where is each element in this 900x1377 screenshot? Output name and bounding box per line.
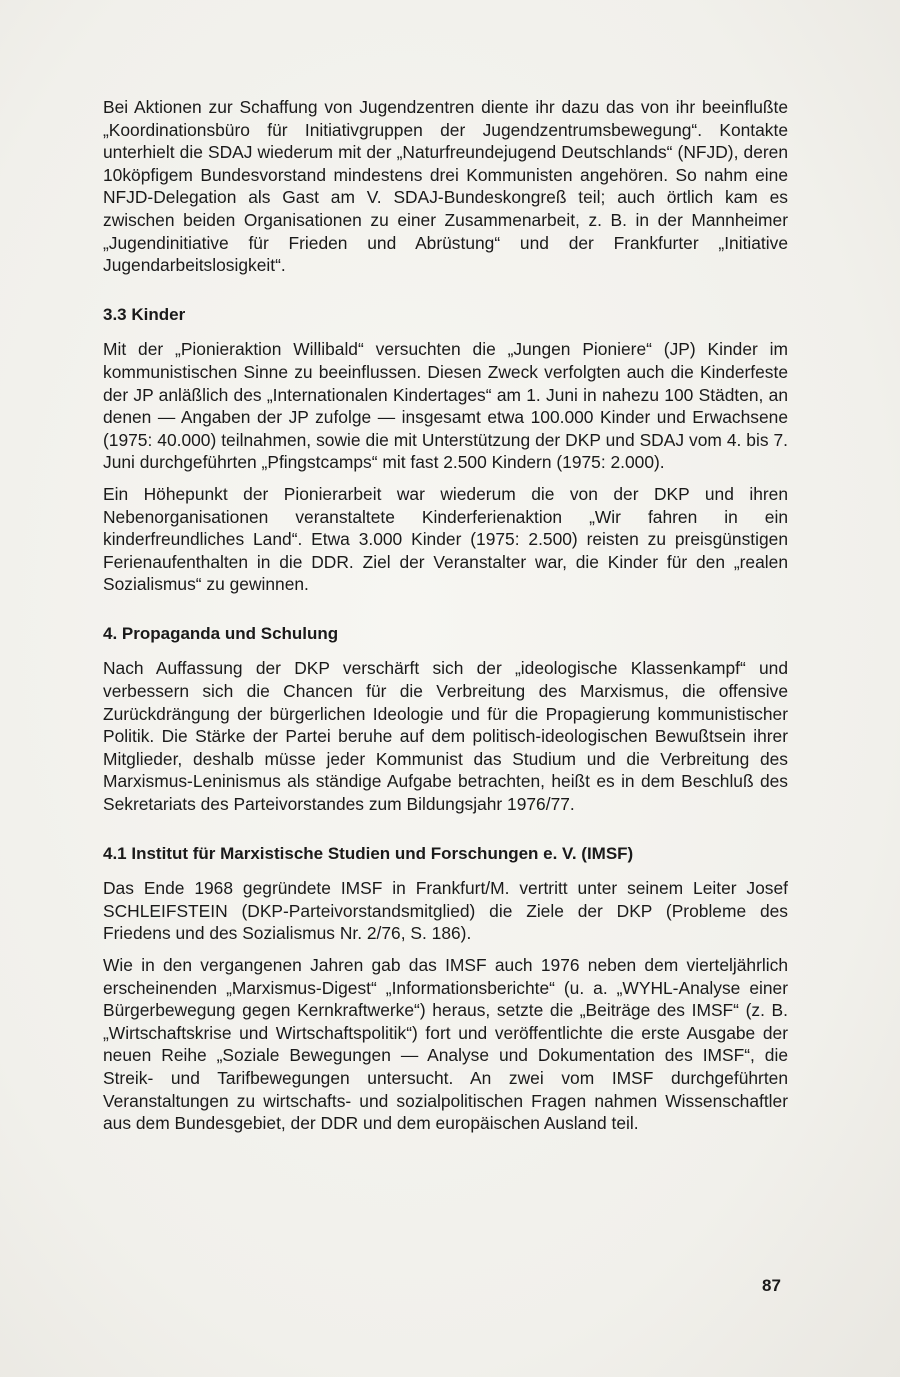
paragraph-youth-centers: Bei Aktionen zur Schaffung von Jugendzentren diente ihr dazu das von ihr beeinflußte „Koordinationsbüro für Initiativgruppen der Jugendzentrumsbewegung“. Kontakte unterhielt die SDAJ wiederum mit der „Naturfreundejugend Deutschlands“ (NFJD), deren 10köpfigem Bundesvorstand mindestens drei Kommunisten angehören. So nahm eine NFJD-Delegation als Gast am V. SDAJ-Bundeskongreß teil; auch örtlich kam es zwischen beiden Organisationen zu einer Zusammenarbeit, z. B. in der Mannheimer „Jugendinitiative für Frieden und Abrüstung“ und der Frankfurter „Initiative Jugendarbeitslosigkeit“. [103, 97, 788, 276]
heading-propaganda: 4. Propaganda und Schulung [103, 623, 339, 643]
body-text [103, 96, 788, 1144]
page-number: 87 [762, 1276, 781, 1295]
paragraph-pionieraktion: Mit der „Pionieraktion Willibald“ versuchten die „Jungen Pioniere“ (JP) Kinder im kommunistischen Sinne zu beeinflussen. Diesen Zweck verfolgten auch die Kinderfeste der JP anläßlich des „Internationalen Kindertages“ am 1. Juni in nahezu 100 Städten, an denen — Angaben der JP zufolge — insgesamt etwa 100.000 Kinder und Erwachsene (1975: 40.000) teilnahmen, sowie die mit Unterstützung der DKP und SDAJ vom 4. bis 7. Juni durchgeführten „Pfingstcamps“ mit fast 2.500 Kindern (1975: 2.000). [103, 339, 788, 473]
heading-kinder: 3.3 Kinder [103, 304, 186, 324]
paragraph-imsf-publications: Wie in den vergangenen Jahren gab das IMSF auch 1976 neben dem vierteljährlich erscheinenden „Marxismus-Digest“ „Informationsberichte“ (u. a. „WYHL-Analyse einer Bürgerbewegung gegen Kernkraftwerke“) heraus, setzte die „Beiträge des IMSF“ (z. B. „Wirtschaftskrise und Wirtschaftspolitik“) fort und veröffentlichte die erste Ausgabe der neuen Reihe „Soziale Bewegungen — Analyse und Dokumentation des IMSF“, die Streik- und Tarifbewegungen untersucht. An zwei vom IMSF durchgeführten Veranstaltungen zu wirtschafts- und sozialpolitischen Fragen nahmen Wissenschaftler aus dem Bundesgebiet, der DDR und dem europäischen Ausland teil. [103, 955, 788, 1134]
paragraph-klassenkampf: Nach Auffassung der DKP verschärft sich der „ideologische Klassenkampf“ und verbessern sich die Chancen für die Verbreitung des Marxismus, die offensive Zurückdrängung der bürgerlichen Ideologie und für die Propagierung kommunistischer Politik. Die Stärke der Partei beruhe auf dem politisch-ideologischen Bewußtsein ihrer Mitglieder, deshalb müsse jeder Kommunist das Studium und die Verbreitung des Marxismus-Leninismus als ständige Aufgabe betrachten, heißt es in dem Beschluß des Sekretariats des Parteivorstandes zum Bildungsjahr 1976/77. [103, 658, 788, 815]
heading-imsf: 4.1 Institut für Marxistische Studien und Forschungen e. V. (IMSF) [103, 843, 634, 863]
paragraph-imsf-intro: Das Ende 1968 gegründete IMSF in Frankfurt/M. vertritt unter seinem Leiter Josef SCHLEIFSTEIN (DKP-Parteivorstandsmitglied) die Ziele der DKP (Probleme des Friedens und des Sozialismus Nr. 2/76, S. 186). [103, 878, 788, 944]
paragraph-kinderferienaktion: Ein Höhepunkt der Pionierarbeit war wiederum die von der DKP und ihren Nebenorganisationen veranstaltete Kinderferienaktion „Wir fahren in ein kinderfreundliches Land“. Etwa 3.000 Kinder (1975: 2.500) reisten zu preisgünstigen Ferienaufenthalten in die DDR. Ziel der Veranstalter war, die Kinder für den „realen Sozialismus“ zu gewinnen. [103, 483, 788, 595]
